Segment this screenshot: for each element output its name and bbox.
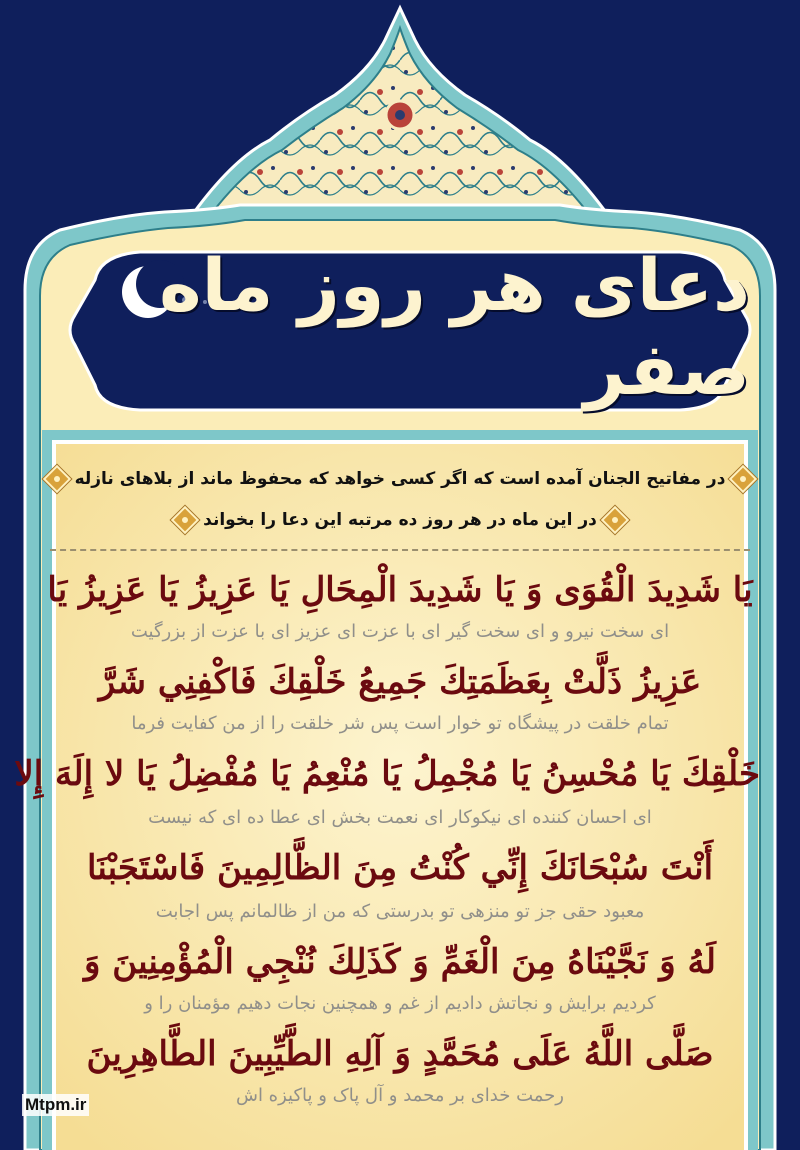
persian-line-6: رحمت خدای بر محمد و آل پاک و پاکیزه اش <box>235 1085 565 1106</box>
diamond-ornament-icon <box>42 465 70 493</box>
intro-line-2 <box>30 500 770 540</box>
persian-line-1: ای سخت نیرو و ای سخت گیر ای با عزت ای عزیز ای با عزت از بزرگیت <box>130 621 670 642</box>
diamond-ornament-icon <box>601 506 629 534</box>
dome-crest <box>185 8 615 225</box>
arabic-line-1: يَا شَدِيدَ الْقُوَى وَ يَا شَدِيدَ الْمِحَالِ يَا عَزِيزُ يَا عَزِيزُ يَا <box>47 570 753 610</box>
arabic-line-6: صَلَّى اللَّهُ عَلَى مُحَمَّدٍ وَ آلِهِ الطَّيِّبِينَ الطَّاهِرِينَ <box>86 1034 714 1074</box>
watermark: Mtpm.ir <box>22 1094 89 1116</box>
arabic-line-3: خَلْقِكَ يَا مُحْسِنُ يَا مُجْمِلُ يَا مُنْعِمُ يَا مُفْضِلُ يَا لا إِلَهَ إِلا <box>14 754 760 794</box>
persian-line-2: تمام خلقت در پیشگاه تو خوار است پس شر خلقت را از من کفایت فرما <box>131 713 669 734</box>
arabic-line-2: عَزِيزُ ذَلَّتْ بِعَظَمَتِكَ جَمِيعُ خَلْقِكَ فَاكْفِنِي شَرَّ <box>98 662 702 702</box>
intro-line-1 <box>30 459 770 499</box>
diamond-ornament-icon <box>729 465 757 493</box>
persian-line-3: ای احسان کننده ای نیکوکار ای نعمت بخش ای عطا ده ای که نیست <box>148 807 652 828</box>
divider <box>50 549 750 551</box>
intro-text-2: در این ماه در هر روز ده مرتبه این دعا را بخواند <box>203 510 597 530</box>
arabic-line-5: لَهُ وَ نَجَّيْنَاهُ مِنَ الْغَمِّ وَ كَذَلِكَ نُنْجِي الْمُؤْمِنِينَ وَ <box>83 942 717 982</box>
diamond-ornament-icon <box>171 506 199 534</box>
page-title: دعای هر روز ماه صفر <box>159 243 750 411</box>
intro-text-1: در مفاتیح الجنان آمده است که اگر کسی خواهد که محفوظ ماند از بلاهای نازله <box>74 469 726 489</box>
persian-line-4: معبود حقی جز تو منزهی تو بدرستی که من از ظالمانم پس اجابت <box>155 901 645 922</box>
persian-line-5: کردیم برایش و نجاتش دادیم از غم و همچنین نجات دهیم مؤمنان را و <box>144 993 656 1014</box>
arabic-line-4: أَنْتَ سُبْحَانَكَ إِنِّي كُنْتُ مِنَ الظَّالِمِينَ فَاسْتَجَبْنَا <box>86 848 714 888</box>
